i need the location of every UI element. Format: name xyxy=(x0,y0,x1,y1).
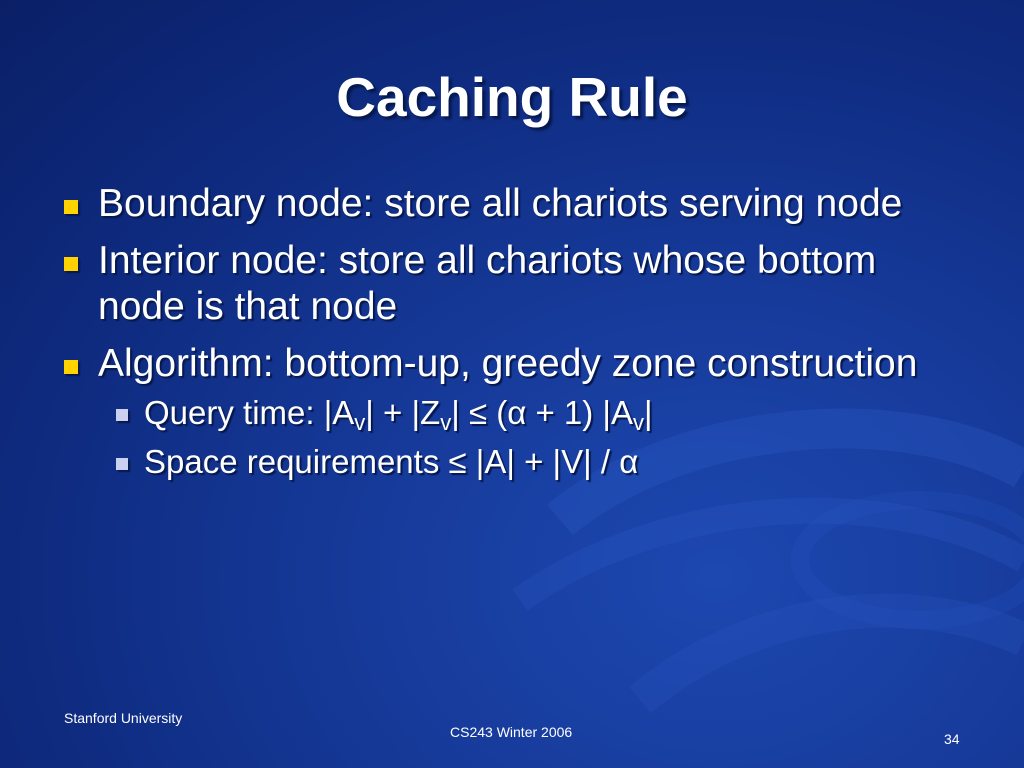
square-bullet-icon xyxy=(64,200,78,214)
square-bullet-icon xyxy=(64,360,78,374)
square-sub-bullet-icon xyxy=(116,409,128,421)
bullet-text: Boundary node: store all chariots serving node xyxy=(98,182,903,225)
footer-course: CS243 Winter 2006 xyxy=(450,724,573,740)
sub-bullet-text-space: Space requirements ≤ |A| + |V| / α xyxy=(144,443,639,480)
sub-bullet-item xyxy=(60,393,960,433)
slide-number: 34 xyxy=(944,731,960,747)
bullet-text: Interior node: store all chariots whose bottom node is that node xyxy=(98,239,877,328)
slide-title: Caching Rule xyxy=(336,66,688,128)
footer-institution: Stanford University xyxy=(64,710,183,726)
sub-bullet-item xyxy=(60,442,960,482)
bullet-list xyxy=(60,181,960,491)
sub-bullet-text-query-time: Query time: $|A_v| + |Z_v| \le (\alpha + 1)$ $|A_v|$ xyxy=(144,394,653,435)
bullet-item xyxy=(60,238,960,330)
square-bullet-icon xyxy=(64,257,78,271)
bullet-text: Algorithm: bottom-up, greedy zone construction xyxy=(98,342,918,385)
square-sub-bullet-icon xyxy=(116,458,128,470)
bullet-item xyxy=(60,181,960,227)
bullet-item xyxy=(60,341,960,387)
